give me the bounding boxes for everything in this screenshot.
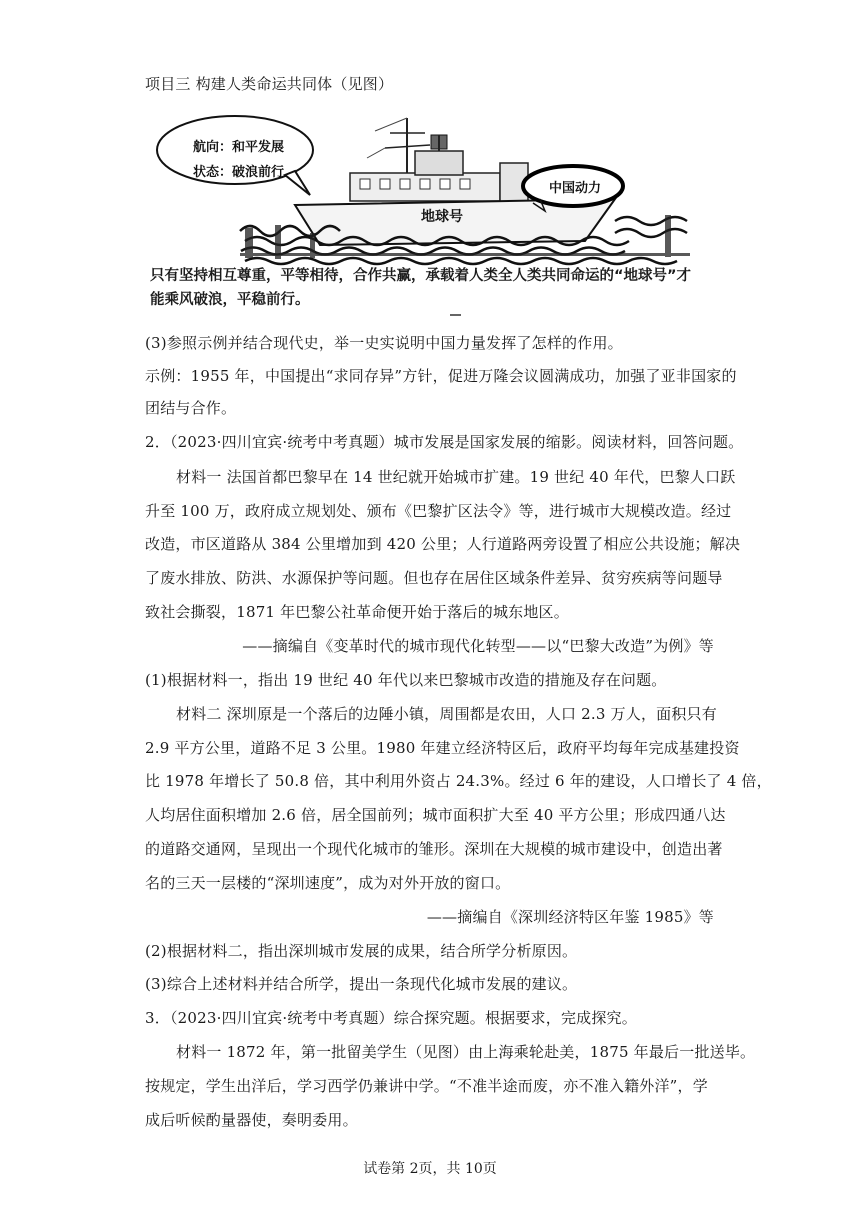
bubble-line-2: 状态：破浪前行 <box>193 165 285 180</box>
material-2-line: 人均居住面积增加 2.6 倍，居全国前列；城市面积扩大至 40 平方公里；形成四通八达 <box>145 806 726 824</box>
example-line-1: 示例：1955 年，中国提出“求同存异”方针，促进万隆会议圆满成功，加强了亚非国家的 <box>145 367 737 385</box>
section-title: 项目三 构建人类命运共同体（见图） <box>145 75 394 93</box>
page-footer: 试卷第 2页，共 10页 <box>363 1161 497 1177</box>
material-2-line: 的道路交通网，呈现出一个现代化城市的雏形。深圳在大规模的城市建设中，创造出著 <box>145 840 723 858</box>
question-2-part-1: (1)根据材料一，指出 19 世纪 40 年代以来巴黎城市改造的措施及存在问题。 <box>145 671 667 689</box>
material-1-source: ——摘编自《变革时代的城市现代化转型——以“巴黎大改造”为例》等 <box>242 637 714 655</box>
ship-drawing <box>145 113 720 318</box>
material-2-line: 名的三天一层楼的“深圳速度”，成为对外开放的窗口。 <box>145 874 511 892</box>
question-2-intro: 2．（2023·四川宜宾·统考中考真题）城市发展是国家发展的缩影。阅读材料，回答问题。 <box>145 433 744 451</box>
earth-ship-illustration <box>145 113 720 318</box>
material-1-line: 了废水排放、防洪、水源保护等问题。但也存在居住区域条件差异、贫穷疾病等问题导 <box>145 569 723 587</box>
material-3-line: 成后听候酌量器使，奏明委用。 <box>145 1111 358 1129</box>
question-2-part-3: (3)综合上述材料并结合所学，提出一条现代化城市发展的建议。 <box>145 975 578 993</box>
material-3-line: 材料一 1872 年，第一批留美学生（见图）由上海乘轮赴美，1875 年最后一批送毕。 <box>176 1043 756 1061</box>
material-2-line: 比 1978 年增长了 50.8 倍，其中利用外资占 24.3%。经过 6 年的建设，人口增长了 4 倍， <box>145 772 772 790</box>
figure-caption-line-1: 只有坚持相互尊重，平等相待，合作共赢，承载着人类全人类共同命运的“地球号”才 <box>150 268 692 284</box>
material-2-line: 2.9 平方公里，道路不足 3 公里。1980 年建立经济特区后，政府平均每年完成基建投资 <box>145 739 740 757</box>
material-1-line: 材料一 法国首都巴黎早在 14 世纪就开始城市扩建。19 世纪 40 年代，巴黎人口跃 <box>176 468 736 486</box>
bubble-line-1: 航向：和平发展 <box>193 140 285 155</box>
question-3-intro: 3．（2023·四川宜宾·统考中考真题）综合探究题。根据要求，完成探究。 <box>145 1009 637 1027</box>
example-line-2: 团结与合作。 <box>145 399 237 417</box>
material-1-line: 升至 100 万，政府成立规划处、颁布《巴黎扩区法令》等，进行城市大规模改造。经过 <box>145 502 732 520</box>
material-1-line: 致社会撕裂，1871 年巴黎公社革命便开始于落后的城东地区。 <box>145 603 569 621</box>
material-1-line: 改造，市区道路从 384 公里增加到 420 公里；人行道路两旁设置了相应公共设施；解决 <box>145 535 741 553</box>
material-2-line: 材料二 深圳原是一个落后的边陲小镇，周围都是农田，人口 2.3 万人，面积只有 <box>176 705 717 723</box>
power-label: 中国动力 <box>549 181 602 196</box>
question-1-part-3: (3)参照示例并结合现代史，举一史实说明中国力量发挥了怎样的作用。 <box>145 334 623 352</box>
material-2-source: ——摘编自《深圳经济特区年鉴 1985》等 <box>426 908 714 926</box>
material-3-line: 按规定，学生出洋后，学习西学仍兼讲中学。“不准半途而废，亦不准入籍外洋”，学 <box>145 1077 708 1095</box>
ship-name-label: 地球号 <box>421 209 463 225</box>
figure-caption-line-2: 能乘风破浪，平稳前行。 <box>150 292 310 308</box>
question-2-part-2: (2)根据材料二，指出深圳城市发展的成果，结合所学分析原因。 <box>145 942 578 960</box>
